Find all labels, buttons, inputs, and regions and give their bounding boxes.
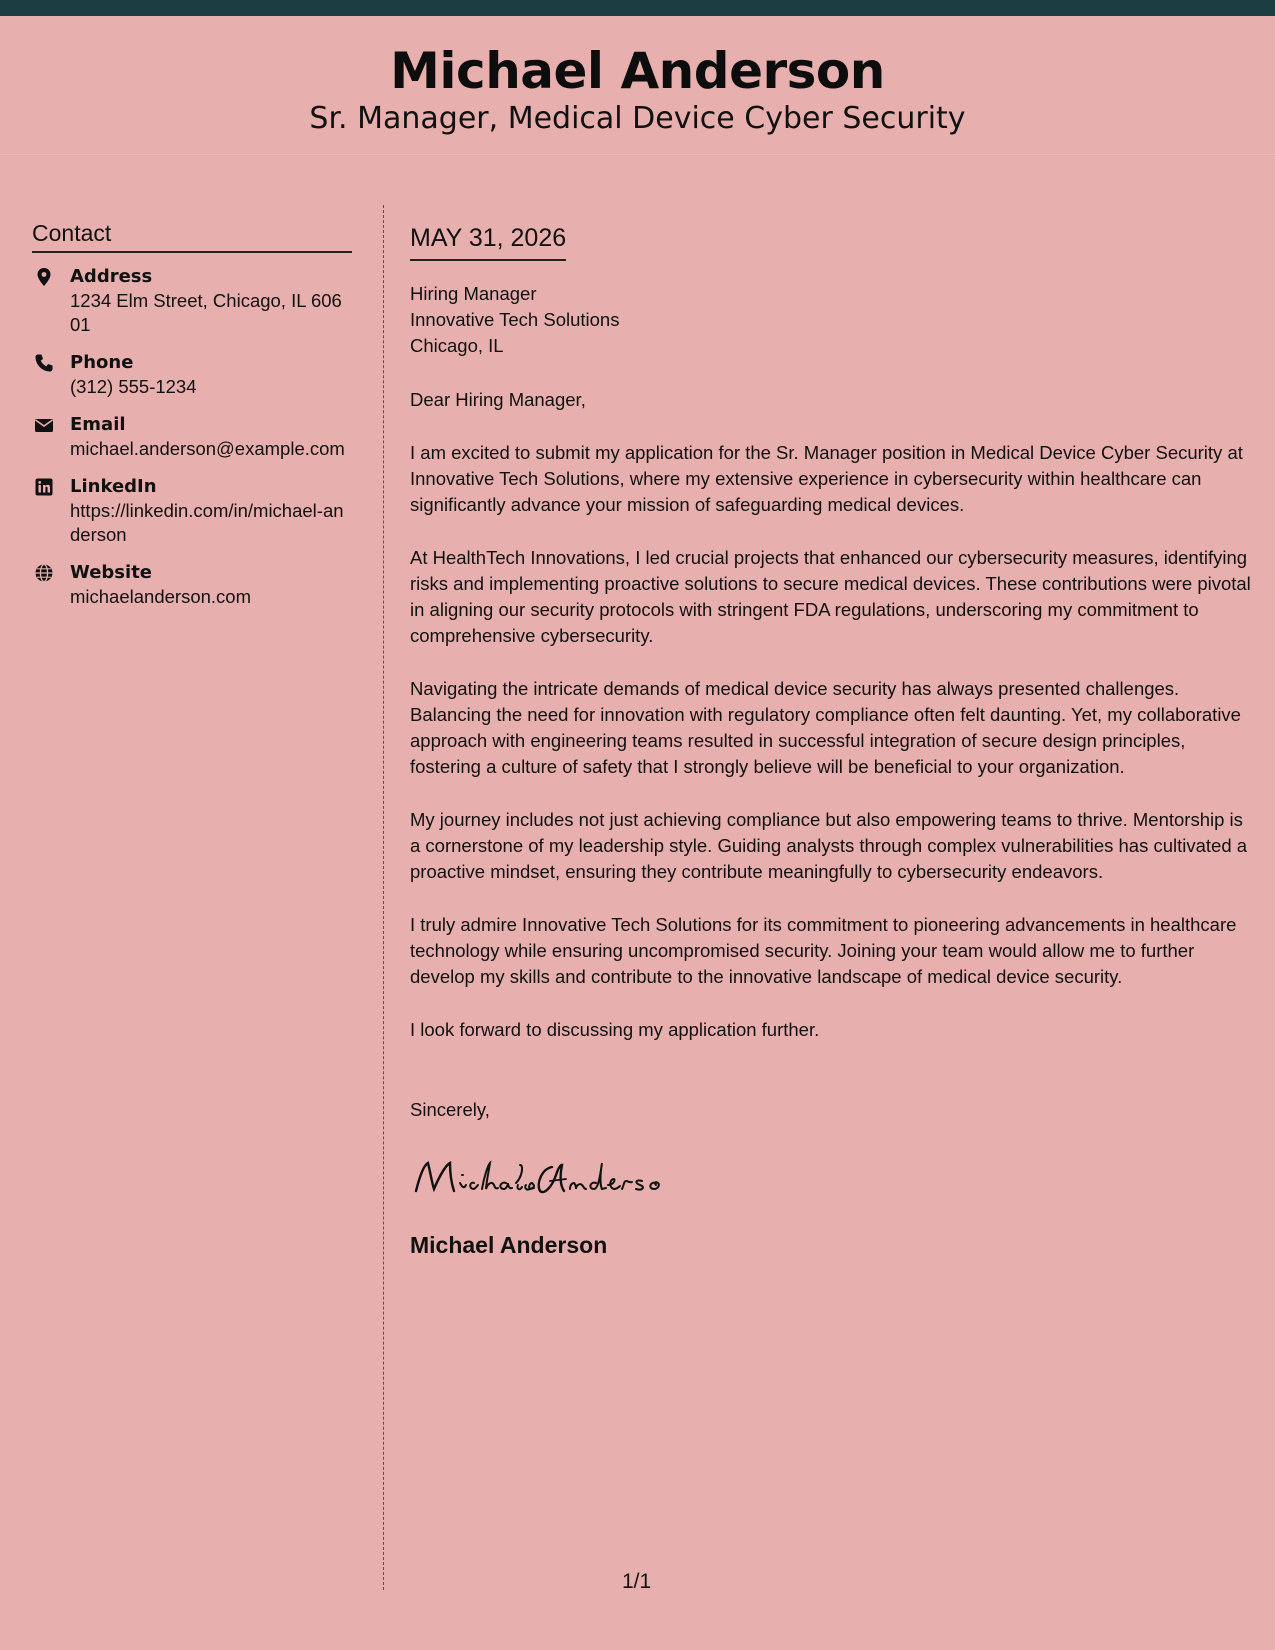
contact-email (32, 413, 352, 461)
body-paragraph: My journey includes not just achieving compliance but also empowering teams to thrive. Mentorship is a cornerstone of my leadership style. Guiding analysts through complex vulnerabilities has cultivated a proactive mindset, ensuring they contribute meaningfully to cybersecurity endeavors. (410, 809, 1248, 882)
recipient-line: Innovative Tech Solutions (410, 309, 620, 330)
signer-name: Michael Anderson (410, 1232, 608, 1258)
letter-date: MAY 31, 2026 (410, 222, 566, 261)
closing-line: I look forward to discussing my application further. (410, 1019, 820, 1040)
contact-website (32, 561, 352, 609)
phone-label: Phone (70, 352, 134, 373)
body-paragraph: I truly admire Innovative Tech Solutions for its commitment to pioneering advancements in healthcare technology while ensuring uncompromised security. Joining your team would allow me to further develop my skills and contribute to the innovative landscape of medical device security. (410, 914, 1237, 987)
linkedin-icon (34, 477, 54, 497)
contact-phone (32, 351, 352, 399)
applicant-name: Michael Anderson (390, 42, 885, 100)
body-paragraph: I am excited to submit my application for the Sr. Manager position in Medical Device Cyber Security at Innovative Tech Solutions, where my extensive experience in cybersecurity within healthcare can significantly advance your mission of safeguarding medical devices. (410, 442, 1243, 515)
applicant-title: Sr. Manager, Medical Device Cyber Security (309, 101, 966, 136)
address-value: 1234 Elm Street, Chicago, IL 60601 (70, 290, 342, 335)
handwritten-signature (410, 1153, 680, 1203)
recipient-block (410, 281, 1255, 359)
salutation: Dear Hiring Manager, (410, 389, 586, 410)
email-label: Email (70, 414, 126, 435)
body-paragraph: Navigating the intricate demands of medical device security has always presented challenges. Balancing the need for innovation with regulatory compliance often felt daunting. Yet, my collaborative approach with engineering teams resulted in successful integration of secure design principles, fostering a culture of safety that I strongly believe will be beneficial to your organization. (410, 678, 1241, 777)
phone-icon (34, 353, 54, 373)
recipient-line: Hiring Manager (410, 283, 537, 304)
map-pin-icon (34, 267, 54, 287)
contact-linkedin (32, 475, 352, 547)
top-accent-bar (0, 0, 1275, 16)
column-divider (383, 205, 384, 1590)
body-paragraph: At HealthTech Innovations, I led crucial projects that enhanced our cybersecurity measures, identifying risks and implementing proactive solutions to secure medical devices. These contributions were pivotal in aligning our security protocols with stringent FDA regulations, underscoring my commitment to comprehensive cybersecurity. (410, 547, 1251, 646)
linkedin-label: LinkedIn (70, 476, 157, 497)
envelope-icon (34, 415, 54, 435)
address-label: Address (70, 266, 153, 287)
email-value: michael.anderson@example.com (70, 438, 345, 459)
website-label: Website (70, 562, 153, 583)
signoff: Sincerely, (410, 1099, 490, 1120)
letter-header (0, 16, 1275, 155)
website-value[interactable]: michaelanderson.com (70, 586, 251, 607)
linkedin-value[interactable]: https://linkedin.com/in/michael-anderson (70, 500, 344, 545)
globe-icon (34, 563, 54, 583)
letter-body (410, 222, 1255, 1258)
phone-value: (312) 555-1234 (70, 376, 197, 397)
contact-heading: Contact (32, 220, 352, 253)
contact-sidebar (32, 220, 352, 623)
page-number: 1/1 (622, 1570, 652, 1593)
contact-address (32, 265, 352, 337)
recipient-line: Chicago, IL (410, 335, 504, 356)
